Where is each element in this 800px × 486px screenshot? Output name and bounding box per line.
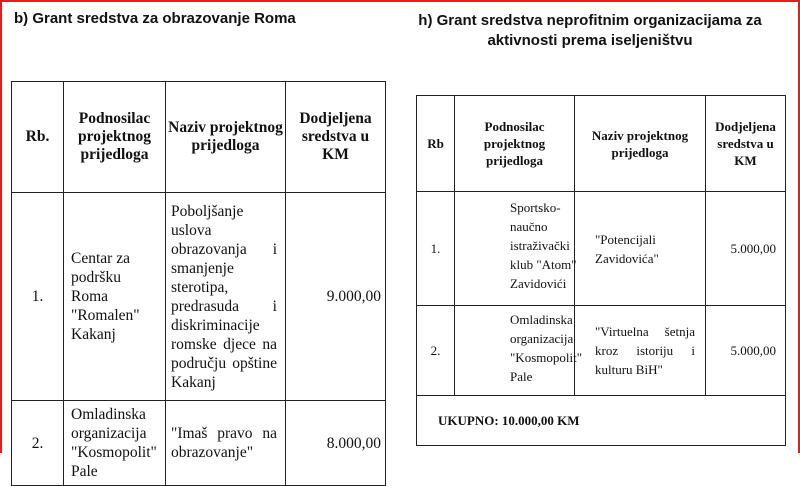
amount-cell: 5.000,00	[706, 192, 786, 306]
amount-cell: 5.000,00	[706, 306, 786, 396]
applicant-cell	[64, 401, 166, 486]
applicant-cell	[64, 193, 166, 401]
row-number: 1.	[417, 192, 455, 306]
header-rb: Rb.	[12, 82, 64, 193]
table-header-row	[12, 82, 386, 193]
table-row	[417, 306, 786, 396]
total-row	[417, 396, 786, 446]
applicant-cell	[455, 306, 583, 396]
header-project: Naziv projektnog prijedloga	[575, 96, 706, 192]
project-cell: "Imaš pravo na obrazovanje"	[166, 401, 286, 486]
table-row	[12, 193, 386, 401]
applicant-text: Sportsko-naučno istraživački klub "Atom" Zavidovići	[510, 200, 577, 291]
project-cell: "Potencijali Zavidovića"	[575, 192, 706, 306]
project-cell: "Virtuelna šetnja kroz istoriju i kulturu BiH"	[575, 306, 706, 396]
amount-cell: 8.000,00	[286, 401, 386, 486]
roma-education-grants-table	[11, 81, 386, 486]
total-amount: UKUPNO: 10.000,00 KM	[417, 396, 786, 446]
table-row	[417, 192, 786, 306]
amount-cell: 9.000,00	[286, 193, 386, 401]
applicant-text: Omladinska organizacija "Kosmopolit" Pale	[71, 406, 157, 480]
section-b-heading: b) Grant sredstva za obrazovanje Roma	[14, 10, 296, 27]
row-number: 2.	[417, 306, 455, 396]
section-h-heading: h) Grant sredstva neprofitnim organizacijama za aktivnosti prema iseljeništvu	[418, 12, 762, 49]
row-number: 1.	[12, 193, 64, 401]
header-project: Naziv projektnog prijedloga	[166, 82, 286, 193]
header-applicant: Podnosilac projektnog prijedloga	[455, 96, 575, 192]
table-header-row	[417, 96, 786, 192]
applicant-text: Omladinska organizacija "Kosmopolit" Pale	[510, 311, 583, 384]
header-applicant: Podnosilac projektnog prijedloga	[64, 82, 166, 193]
header-rb: Rb	[417, 96, 455, 192]
table-row	[12, 401, 386, 486]
row-number: 2.	[12, 401, 64, 486]
applicant-cell	[455, 192, 575, 306]
applicant-text: Centar za podršku Roma "Romalen" Kakanj	[71, 250, 140, 343]
header-amount: Dodjeljena sredstva u KM	[706, 96, 786, 192]
header-amount: Dodjeljena sredstva u KM	[286, 82, 386, 193]
diaspora-grants-table	[416, 95, 786, 446]
project-cell: Poboljšanje uslova obrazovanja i smanjenje sterotipa, predrasuda i diskriminacije romske djece na području opštine Kakanj	[166, 193, 286, 401]
